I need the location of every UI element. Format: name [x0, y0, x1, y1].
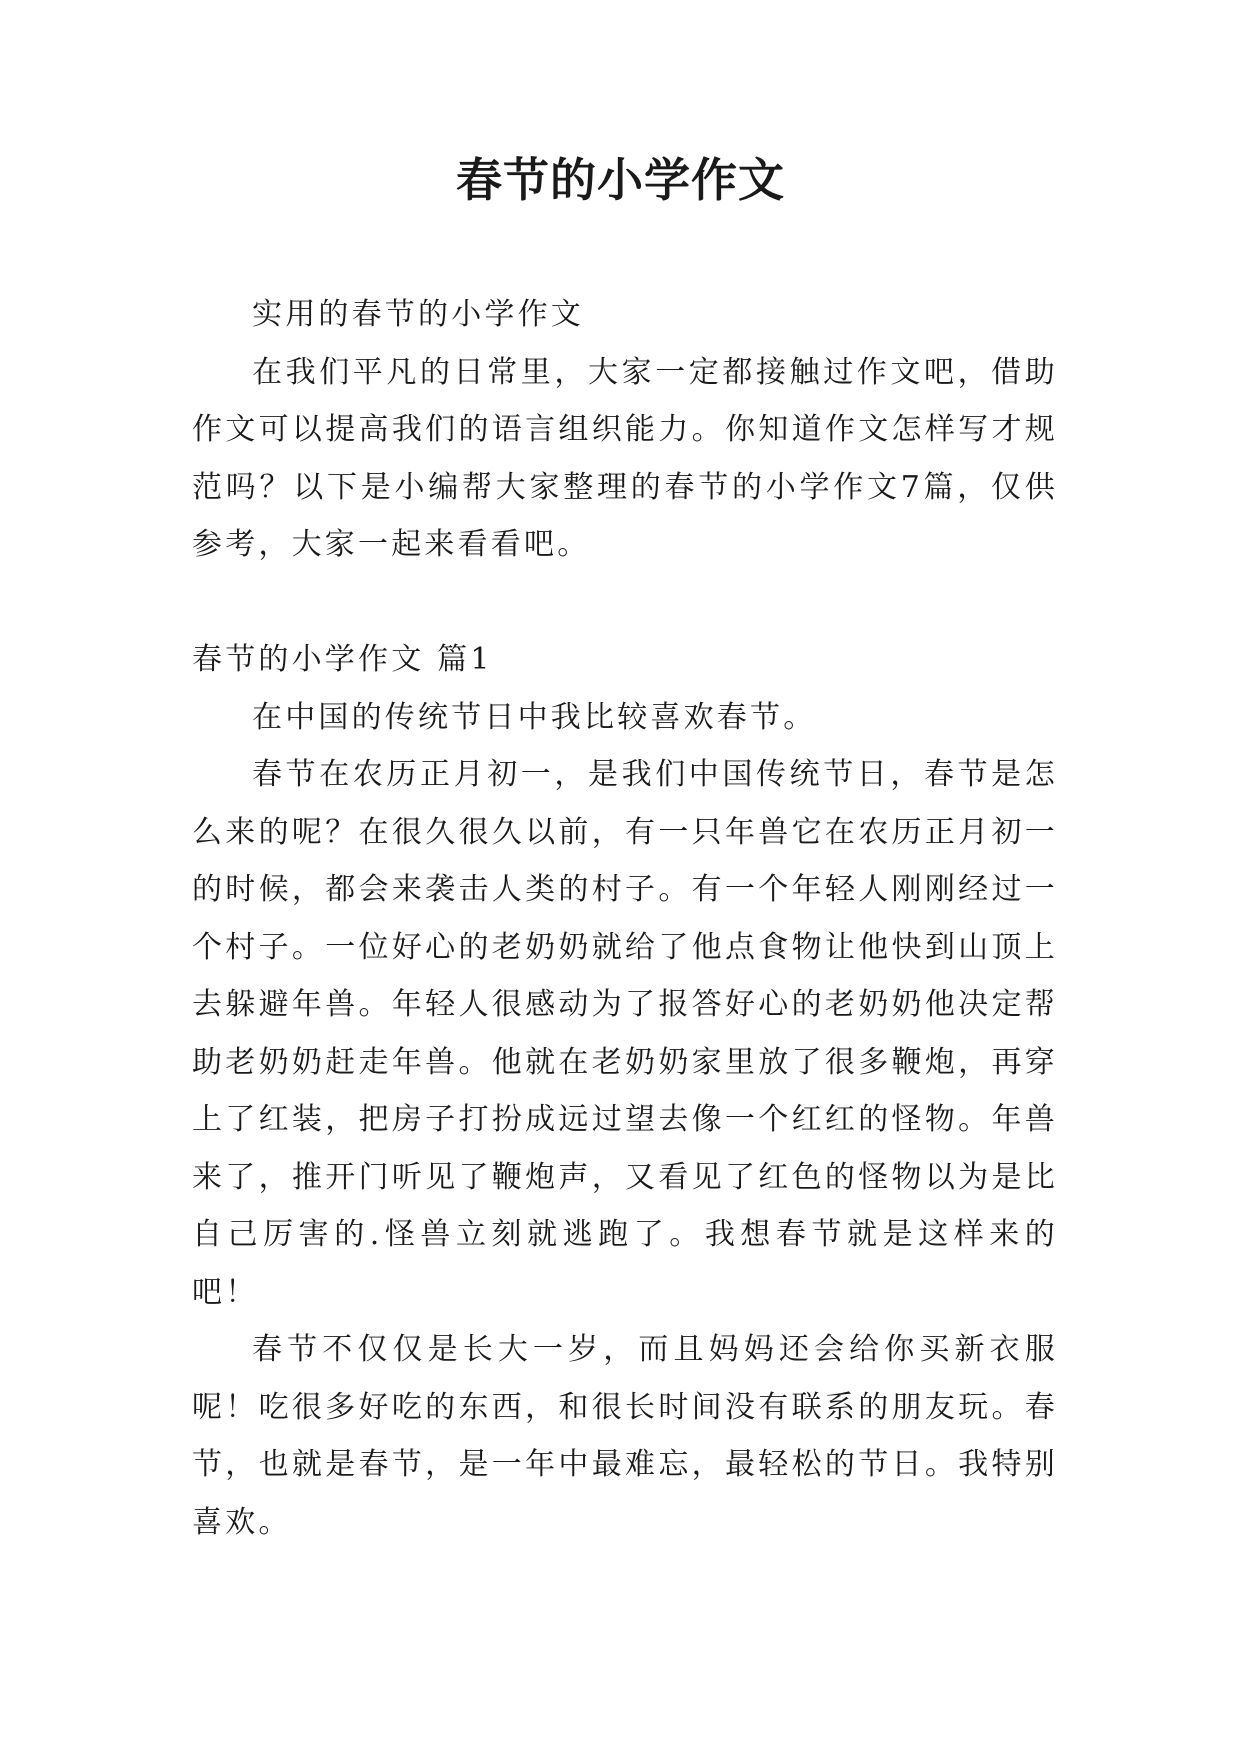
- section-paragraph-3: 春节不仅仅是长大一岁，而且妈妈还会给你买新衣服呢！吃很多好吃的东西，和很长时间没有联系的朋友玩。春节，也就是春节，是一年中最难忘，最轻松的节日。我特别喜欢。: [192, 1332, 1058, 1540]
- section-paragraph-1: 在中国的传统节日中我比较喜欢春节。: [252, 699, 817, 735]
- intro-paragraph: 在我们平凡的日常里，大家一定都接触过作文吧，借助作文可以提高我们的语言组织能力。你知道作文怎样写才规范吗？以下是小编帮大家整理的春节的小学作文7篇，仅供参考，大家一起来看看吧。: [192, 354, 1058, 562]
- section-paragraph-2: 春节在农历正月初一，是我们中国传统节日，春节是怎么来的呢？在很久很久以前，有一只年兽它在农历正月初一的时候，都会来袭击人类的村子。有一个年轻人刚刚经过一个村子。一位好心的老奶奶就给了他点食物让他快到山顶上去躲避年兽。年轻人很感动为了报答好心的老奶奶他决定帮助老奶奶赶走年兽。他就在老奶奶家里放了很多鞭炮，再穿上了红装，把房子打扮成远过望去像一个红红的怪物。年兽来了，推开门听见了鞭炮声，又看见了红色的怪物以为是比自己厉害的.怪兽立刻就逃跑了。我想春节就是这样来的吧！: [192, 757, 1058, 1310]
- document-title: 春节的小学作文: [456, 153, 785, 207]
- intro-subtitle: 实用的春节的小学作文: [252, 297, 584, 332]
- section-heading: 春节的小学作文 篇1: [192, 642, 493, 677]
- document-body: [192, 286, 1058, 1551]
